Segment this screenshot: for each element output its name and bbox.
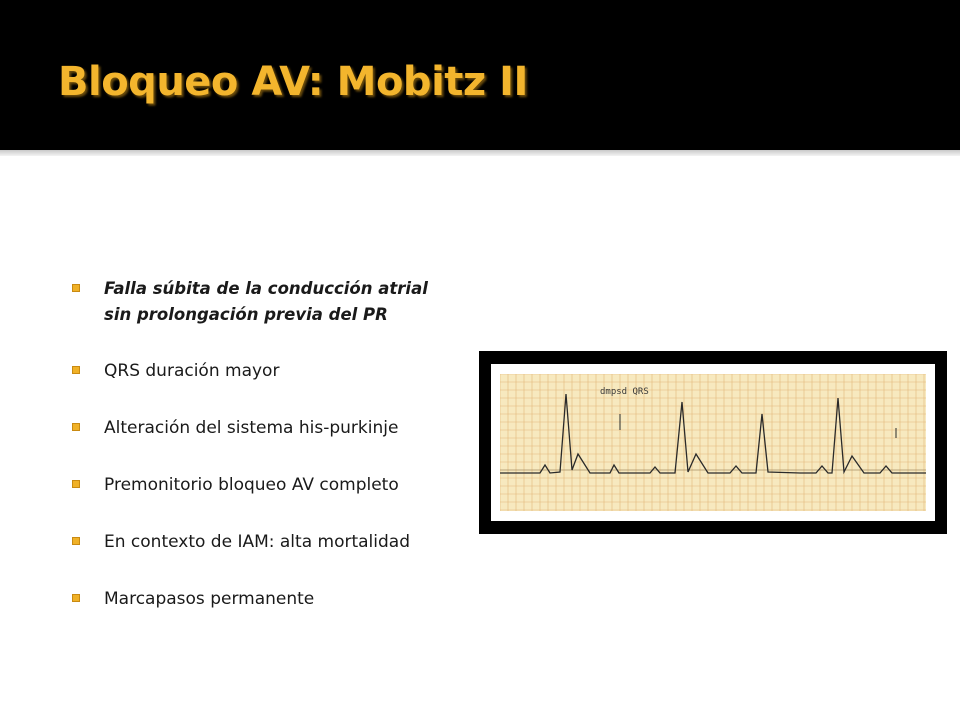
bullet-item [72, 472, 472, 498]
bullet-text-line: sin prolongación previa del PR [104, 305, 388, 324]
slide-title: Bloqueo AV: Mobitz II [58, 59, 528, 105]
bullet-item [72, 586, 472, 612]
bullet-item [72, 415, 472, 441]
ecg-strip-label: dmpsd QRS [600, 387, 649, 397]
ecg-grid [500, 374, 926, 511]
title-divider [0, 150, 960, 156]
bullet-text: Premonitorio bloqueo AV completo [104, 475, 399, 495]
ecg-image-mat [491, 364, 935, 521]
square-bullet-icon [72, 284, 80, 292]
ecg-strip-graphic [500, 374, 926, 511]
bullet-text: QRS duración mayor [104, 361, 280, 381]
bullet-item [72, 529, 472, 555]
ecg-image-frame [479, 351, 947, 534]
bullet-text: Marcapasos permanente [104, 589, 315, 609]
bullet-text: Alteración del sistema his-purkinje [104, 418, 399, 438]
square-bullet-icon [72, 480, 80, 488]
bullet-text-line: Falla súbita de la conducción atrial [104, 279, 428, 298]
bullet-item [72, 276, 472, 328]
square-bullet-icon [72, 366, 80, 374]
square-bullet-icon [72, 594, 80, 602]
ecg-strip-image [500, 374, 926, 511]
bullet-text: En contexto de IAM: alta mortalidad [104, 532, 410, 552]
bullet-item [72, 358, 472, 384]
square-bullet-icon [72, 537, 80, 545]
square-bullet-icon [72, 423, 80, 431]
bullet-list [72, 276, 472, 643]
